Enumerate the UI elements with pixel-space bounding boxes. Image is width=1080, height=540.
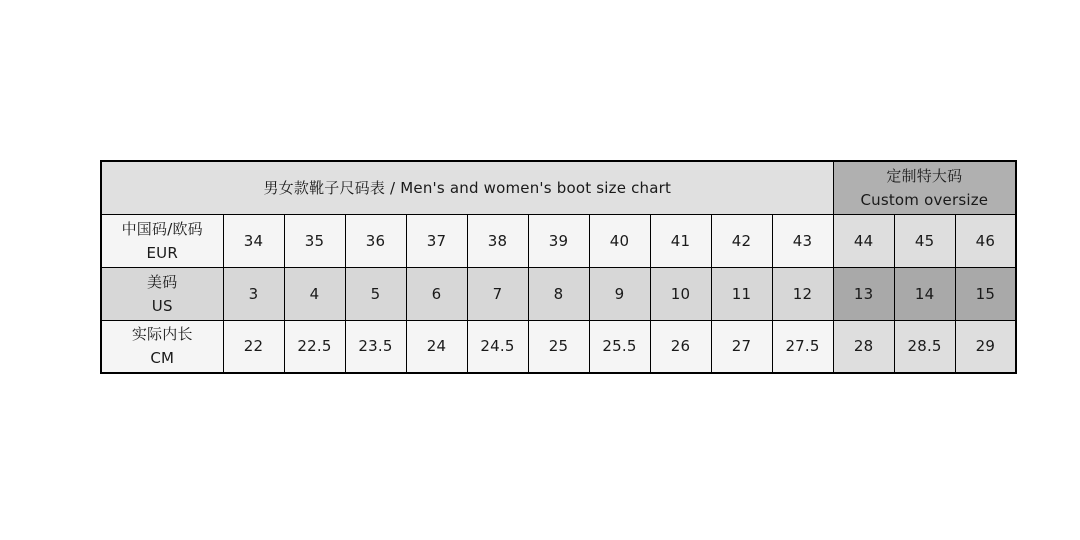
eur-value-cell: 39 bbox=[528, 214, 589, 267]
cm-value-cell-oversize: 29 bbox=[955, 320, 1016, 373]
row-label-cm-en: CM bbox=[150, 349, 175, 368]
table-row-cm bbox=[101, 320, 1016, 373]
row-label-cm bbox=[101, 320, 223, 373]
us-value-cell: 11 bbox=[711, 267, 772, 320]
row-label-eur-en: EUR bbox=[146, 243, 178, 262]
cm-value-cell: 25 bbox=[528, 320, 589, 373]
boot-size-chart-table bbox=[100, 160, 1017, 374]
us-value-cell: 4 bbox=[284, 267, 345, 320]
cm-value-cell: 22 bbox=[223, 320, 284, 373]
eur-value-cell: 41 bbox=[650, 214, 711, 267]
row-label-eur bbox=[101, 214, 223, 267]
cm-value-cell: 23.5 bbox=[345, 320, 406, 373]
row-label-eur-zh: 中国码/欧码 bbox=[121, 219, 203, 238]
table-row-us bbox=[101, 267, 1016, 320]
cm-value-cell-oversize: 28 bbox=[833, 320, 894, 373]
us-value-cell: 5 bbox=[345, 267, 406, 320]
oversize-header-zh: 定制特大码 bbox=[886, 166, 963, 185]
us-value-cell: 8 bbox=[528, 267, 589, 320]
us-value-cell-oversize: 15 bbox=[955, 267, 1016, 320]
eur-value-cell: 42 bbox=[711, 214, 772, 267]
eur-value-cell-oversize: 46 bbox=[955, 214, 1016, 267]
main-header-cell: 男女款靴子尺码表 / Men's and women's boot size chart bbox=[101, 161, 833, 214]
oversize-header-cell bbox=[833, 161, 1016, 214]
us-value-cell-oversize: 14 bbox=[894, 267, 955, 320]
eur-value-cell: 34 bbox=[223, 214, 284, 267]
cm-value-cell: 27.5 bbox=[772, 320, 833, 373]
us-value-cell: 10 bbox=[650, 267, 711, 320]
oversize-header-en: Custom oversize bbox=[860, 190, 989, 209]
eur-value-cell: 40 bbox=[589, 214, 650, 267]
table-row-eur bbox=[101, 214, 1016, 267]
eur-value-cell: 38 bbox=[467, 214, 528, 267]
header-row bbox=[101, 161, 1016, 214]
row-label-us-zh: 美码 bbox=[147, 272, 178, 291]
row-label-us-en: US bbox=[151, 296, 173, 315]
row-label-us bbox=[101, 267, 223, 320]
us-value-cell-oversize: 13 bbox=[833, 267, 894, 320]
cm-value-cell: 26 bbox=[650, 320, 711, 373]
cm-value-cell: 25.5 bbox=[589, 320, 650, 373]
us-value-cell: 9 bbox=[589, 267, 650, 320]
eur-value-cell: 35 bbox=[284, 214, 345, 267]
cm-value-cell: 24 bbox=[406, 320, 467, 373]
eur-value-cell: 36 bbox=[345, 214, 406, 267]
cm-value-cell-oversize: 28.5 bbox=[894, 320, 955, 373]
us-value-cell: 12 bbox=[772, 267, 833, 320]
cm-value-cell: 27 bbox=[711, 320, 772, 373]
us-value-cell: 6 bbox=[406, 267, 467, 320]
cm-value-cell: 24.5 bbox=[467, 320, 528, 373]
eur-value-cell-oversize: 44 bbox=[833, 214, 894, 267]
eur-value-cell: 37 bbox=[406, 214, 467, 267]
cm-value-cell: 22.5 bbox=[284, 320, 345, 373]
us-value-cell: 3 bbox=[223, 267, 284, 320]
row-label-cm-zh: 实际内长 bbox=[131, 325, 193, 344]
eur-value-cell-oversize: 45 bbox=[894, 214, 955, 267]
eur-value-cell: 43 bbox=[772, 214, 833, 267]
us-value-cell: 7 bbox=[467, 267, 528, 320]
